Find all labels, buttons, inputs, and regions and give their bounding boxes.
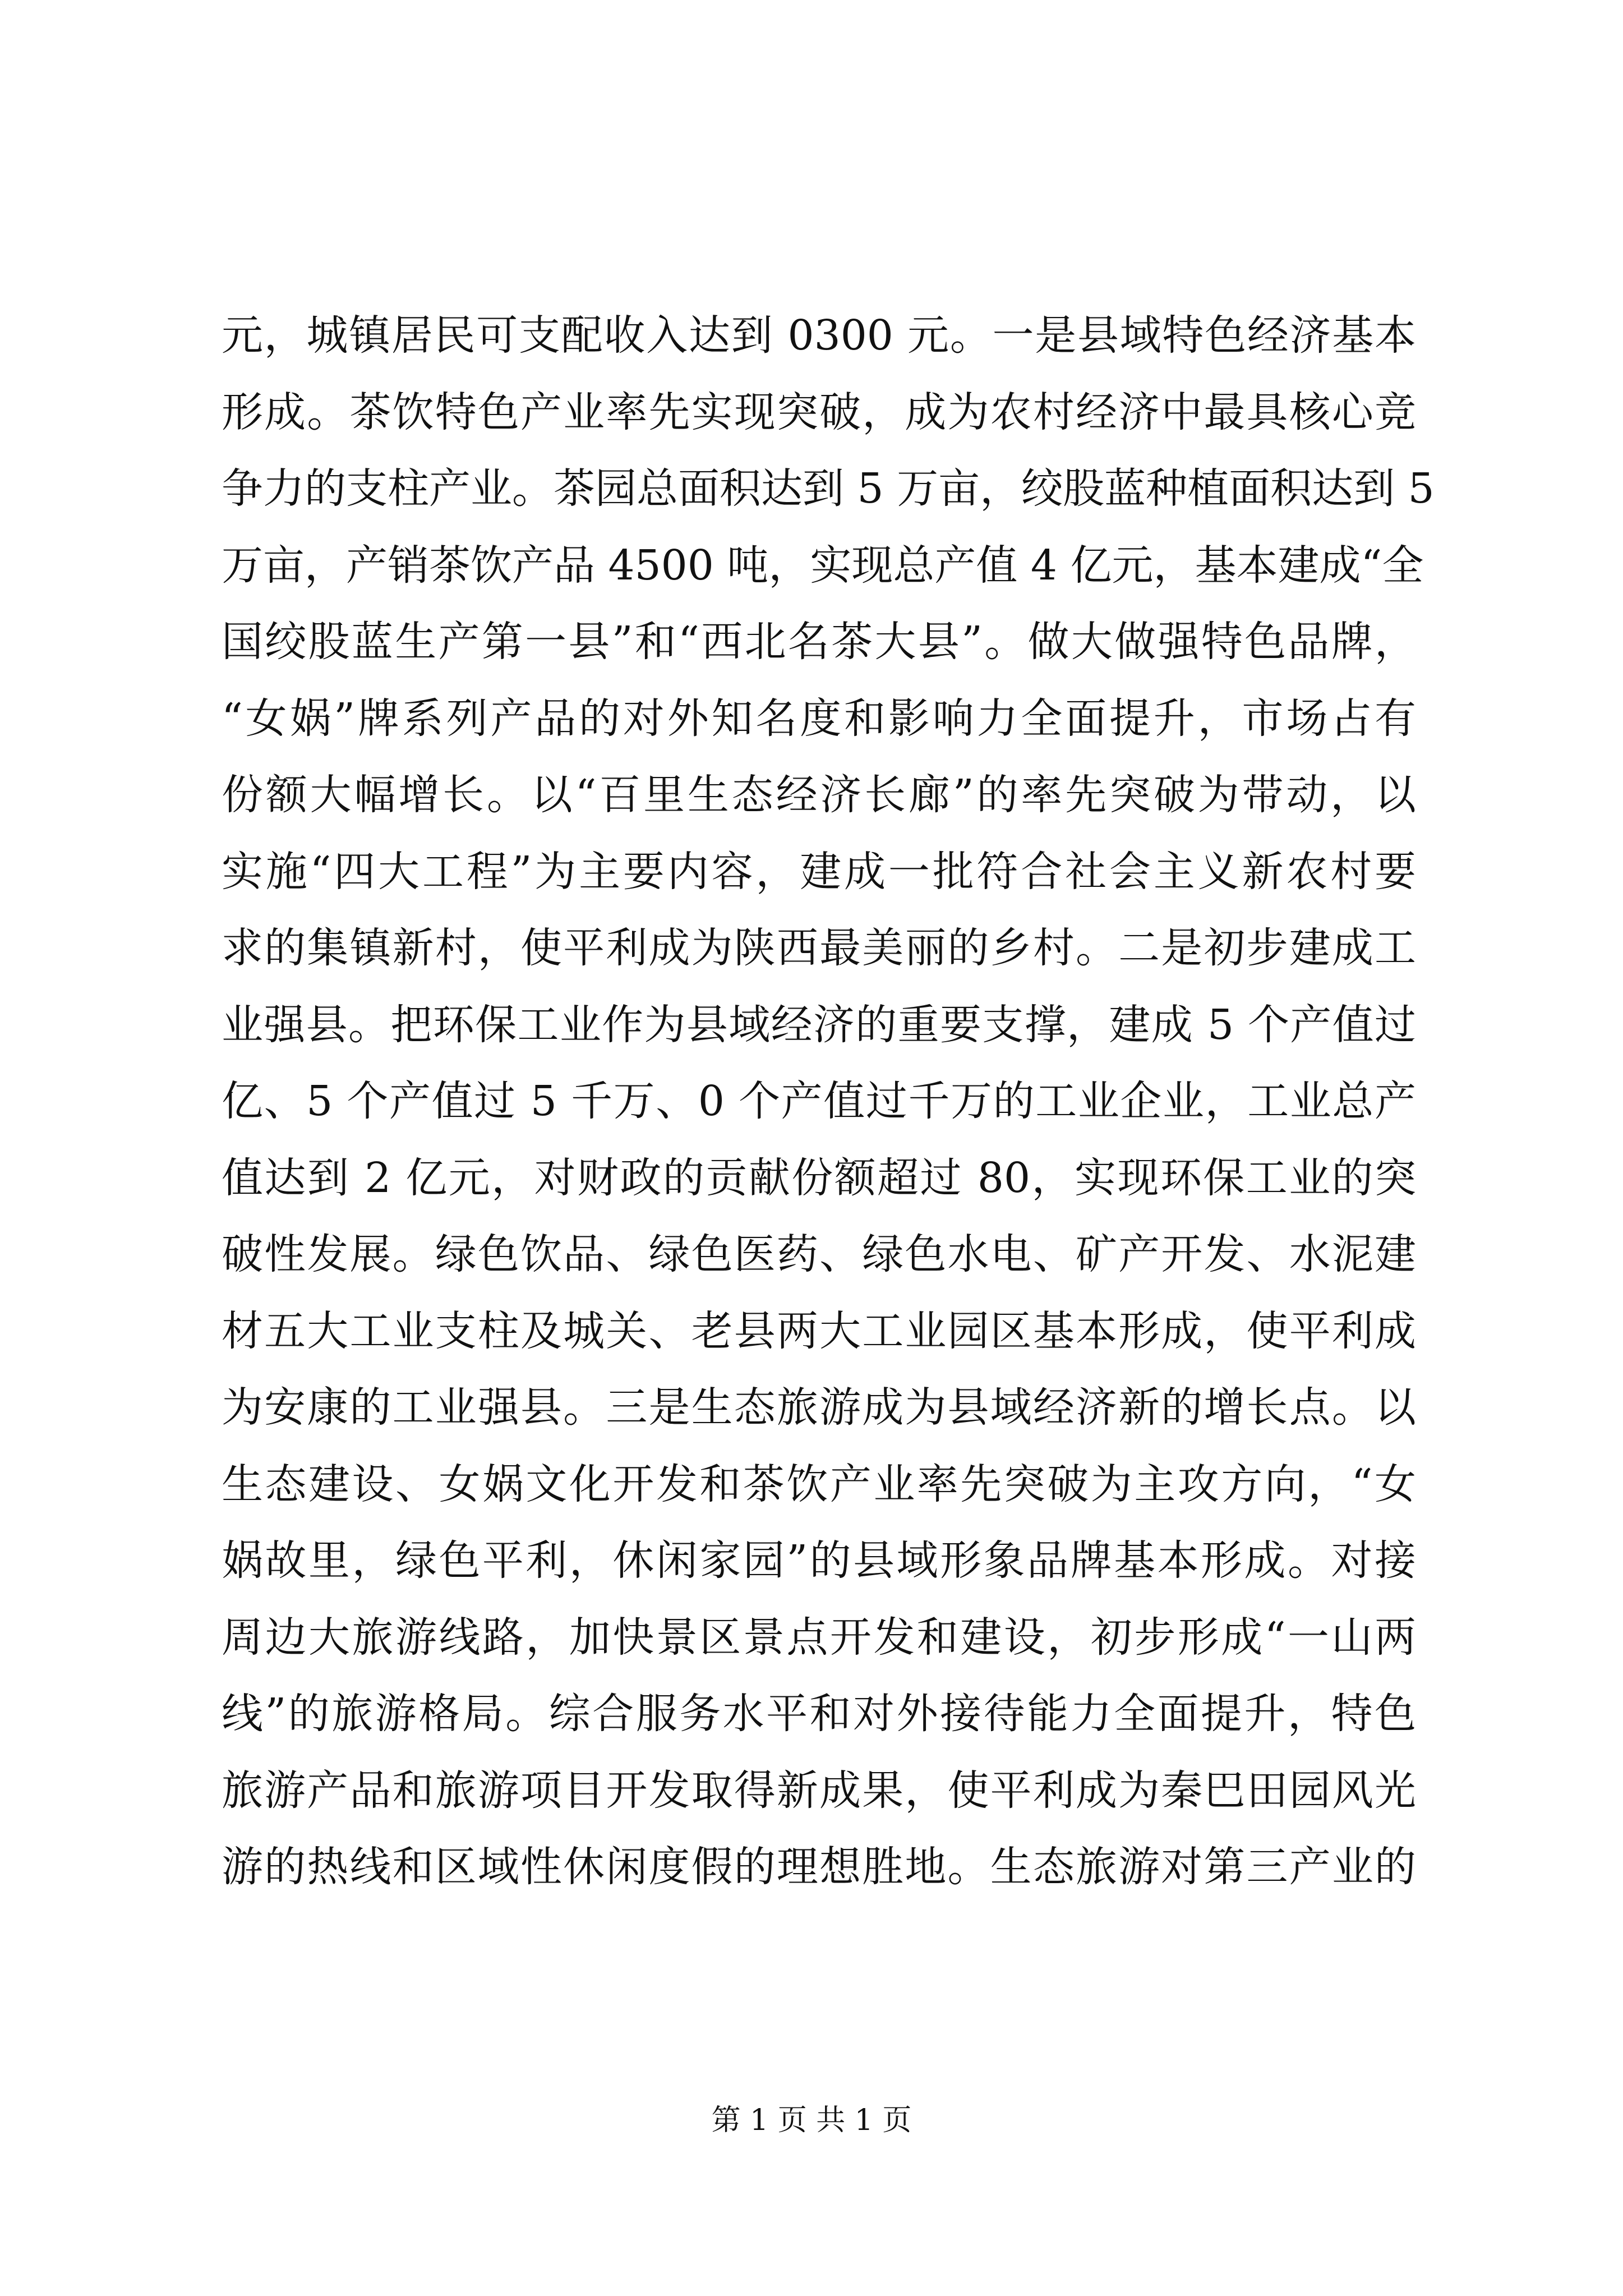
page-footer [0, 2101, 1623, 2140]
text-line: 材五大工业支柱及城关、老县两大工业园区基本形成，使平利成 [222, 1306, 1416, 1355]
text-line: 娲故里，绿色平利，休闲家园”的县域形象品牌基本形成。对接 [222, 1536, 1416, 1585]
page-number: 第 1 页 共 1 页 [711, 2104, 912, 2137]
text-line: 破性发展。绿色饮品、绿色医药、绿色水电、矿产开发、水泥建 [222, 1230, 1416, 1278]
text-line: 业强县。把环保工业作为县域经济的重要支撑，建成 5 个产值过 [222, 1000, 1416, 1049]
text-line: 线”的旅游格局。综合服务水平和对外接待能力全面提升，特色 [222, 1690, 1416, 1738]
text-line: 为安康的工业强县。三是生态旅游成为县域经济新的增长点。以 [222, 1383, 1416, 1432]
text-line: 形成。茶饮特色产业率先实现突破，成为农村经济中最具核心竞 [222, 388, 1416, 436]
text-line: 份额大幅增长。以“百里生态经济长廊”的率先突破为带动，以 [222, 771, 1416, 819]
text-line: “女娲”牌系列产品的对外知名度和影响力全面提升，市场占有 [222, 694, 1416, 743]
text-line: 万亩，产销茶饮产品 4500 吨，实现总产值 4 亿元，基本建成“全 [222, 541, 1424, 590]
body-text [222, 297, 1435, 1906]
text-line: 旅游产品和旅游项目开发取得新成果，使平利成为秦巴田园风光 [222, 1766, 1416, 1815]
text-line: 实施“四大工程”为主要内容，建成一批符合社会主义新农村要 [222, 847, 1416, 896]
text-line: 值达到 2 亿元，对财政的贡献份额超过 80，实现环保工业的突 [222, 1153, 1416, 1202]
text-line: 国绞股蓝生产第一县”和“西北名茶大县”。做大做强特色品牌， [222, 618, 1416, 666]
text-line: 周边大旅游线路，加快景区景点开发和建设，初步形成“一山两 [222, 1613, 1416, 1662]
text-line: 生态建设、女娲文化开发和茶饮产业率先突破为主攻方向，“女 [222, 1460, 1416, 1508]
text-line: 争力的支柱产业。茶园总面积达到 5 万亩，绞股蓝种植面积达到 5 [222, 464, 1435, 513]
text-line: 求的集镇新村，使平利成为陕西最美丽的乡村。二是初步建成工 [222, 924, 1416, 972]
text-line: 亿、5 个产值过 5 千万、0 个产值过千万的工业企业，工业总产 [222, 1077, 1416, 1125]
text-line: 元，城镇居民可支配收入达到 0300 元。一是县域特色经济基本 [222, 311, 1416, 360]
text-line: 游的热线和区域性休闲度假的理想胜地。生态旅游对第三产业的 [222, 1843, 1416, 1891]
